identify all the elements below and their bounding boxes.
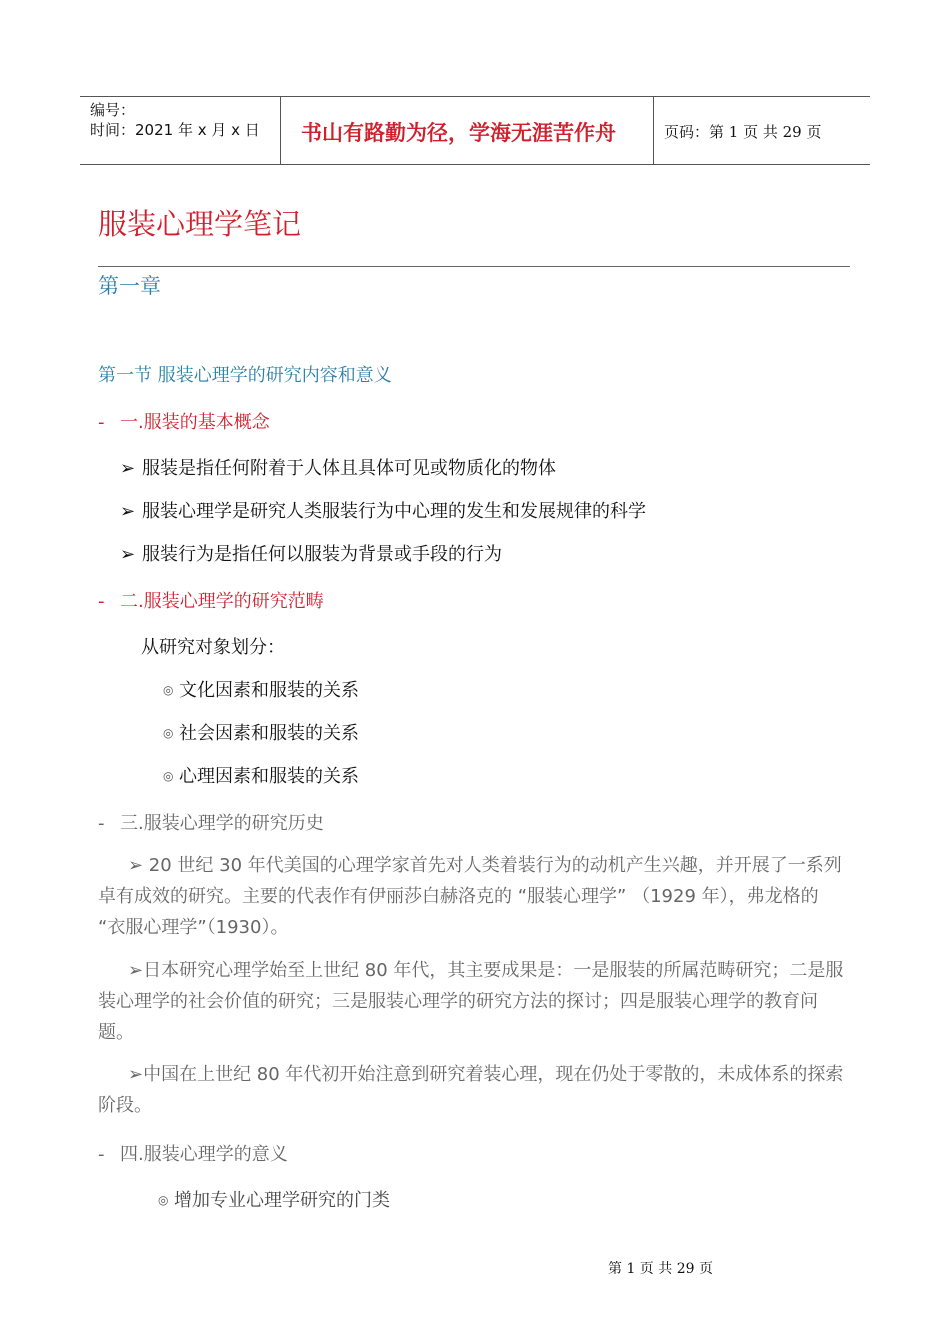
part3-heading [98, 809, 324, 835]
header-table [80, 96, 870, 165]
history-paragraph [98, 955, 850, 1048]
part2-heading-text: 二.服装心理学的研究范畴 [120, 591, 324, 612]
list-item [163, 676, 359, 702]
part1-heading [98, 408, 270, 434]
list-item [163, 762, 359, 788]
dash-marker: - [98, 1144, 105, 1165]
list-item-text: 服装心理学是研究人类服装行为中心理的发生和发展规律的科学 [142, 501, 646, 522]
page-footer: 第 1 页 共 29 页 [608, 1261, 713, 1277]
title-divider [98, 266, 850, 267]
document-title: 服装心理学笔记 [98, 207, 302, 241]
part1-heading-text: 一.服装的基本概念 [120, 412, 270, 433]
number-label: 编号： [90, 101, 136, 119]
dash-marker: - [98, 813, 105, 834]
paragraph-text: ➢日本研究心理学始至上世纪 80 年代，其主要成果是：一是服装的所属范畴研究；二是服装心理学的社会价值的研究；三是服装心理学的研究方法的探讨；四是服装心理学的教育问题。 [98, 960, 844, 1043]
part2-heading [98, 587, 324, 613]
list-item-text: 文化因素和服装的关系 [179, 680, 359, 701]
dash-marker: - [98, 591, 105, 612]
circle-bullet-icon: ◎ [163, 726, 174, 740]
part4-heading-text: 四.服装心理学的意义 [120, 1144, 288, 1165]
circle-bullet-icon: ◎ [163, 769, 174, 783]
paragraph-text: ➢ 20 世纪 30 年代美国的心理学家首先对人类着装行为的动机产生兴趣，并开展了一系列卓有成效的研究。主要的代表作有伊丽莎白赫洛克的 “服装心理学” （1929 年），弗龙格的 “衣服心理学”（1930）。 [98, 855, 842, 938]
list-item-text: 服装是指任何附着于人体且具体可见或物质化的物体 [142, 458, 556, 479]
list-item-text: 增加专业心理学研究的门类 [174, 1190, 390, 1211]
arrow-bullet-icon: ➢ [120, 501, 136, 522]
motto: 书山有路勤为径，学海无涯苦作舟 [301, 120, 616, 145]
paragraph-text: ➢中国在上世纪 80 年代初开始注意到研究着装心理，现在仍处于零散的，未成体系的探索阶段。 [98, 1064, 844, 1116]
list-item-text: 社会因素和服装的关系 [179, 723, 359, 744]
list-item [158, 1186, 390, 1212]
circle-bullet-icon: ◎ [158, 1193, 169, 1207]
header-meta-cell [80, 97, 281, 164]
section-heading: 第一节 服装心理学的研究内容和意义 [98, 365, 392, 386]
list-item [120, 454, 556, 480]
list-item [163, 719, 359, 745]
history-paragraph [98, 1059, 850, 1121]
circle-bullet-icon: ◎ [163, 683, 174, 697]
arrow-bullet-icon: ➢ [120, 458, 136, 479]
page-info: 页码：第 1 页 共 29 页 [664, 123, 822, 141]
list-item-text: 服装行为是指任何以服装为背景或手段的行为 [142, 544, 502, 565]
header-motto-cell [281, 97, 654, 164]
list-item-text: 心理因素和服装的关系 [179, 766, 359, 787]
list-item [120, 540, 502, 566]
part2-intro: 从研究对象划分： [141, 637, 285, 658]
part3-heading-text: 三.服装心理学的研究历史 [120, 813, 324, 834]
arrow-bullet-icon: ➢ [120, 544, 136, 565]
time-label: 时间：2021 年 x 月 x 日 [90, 121, 260, 139]
list-item [120, 497, 646, 523]
part4-heading [98, 1140, 288, 1166]
header-page-cell [654, 97, 870, 164]
history-paragraph [98, 850, 850, 943]
chapter-heading: 第一章 [98, 274, 161, 298]
dash-marker: - [98, 412, 105, 433]
